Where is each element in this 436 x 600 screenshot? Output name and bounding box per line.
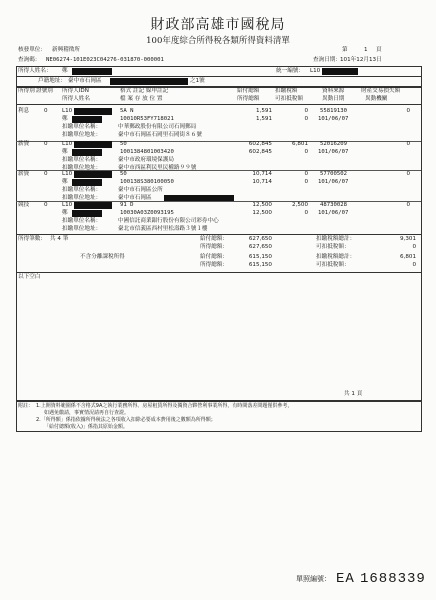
row-withheld: 2,500: [291, 202, 308, 208]
office-value: 新興稽徵所: [52, 47, 80, 53]
blank-line-text: 以下空白: [18, 274, 41, 280]
row-format: 50: [120, 141, 127, 147]
nontax-label: 不含分離課稅所得: [80, 254, 125, 260]
document-subtitle: 100年度綜合所得稅各類所得資料清單: [146, 36, 290, 46]
row-payer-addr: 臺中市西區利民里民權路９９號: [118, 165, 197, 171]
row-payer: 臺中市石岡區公所: [118, 187, 163, 193]
row-pay-total: 12,500: [252, 202, 272, 208]
summary-pay-total: 627,650: [248, 236, 272, 242]
serial-label: 單照編號：: [296, 575, 331, 583]
col-name: 所得人姓名: [62, 96, 90, 102]
summary-divider: [16, 234, 421, 235]
summary-credit-label: 可扣抵稅額：: [316, 244, 350, 250]
col-income-type: 所得別: [18, 88, 35, 94]
row-payer-addr: 臺中市石岡區石岡里石岡街８６號: [118, 132, 202, 138]
count-label: 所得筆數：: [18, 236, 46, 242]
row-type: 利息: [18, 108, 30, 114]
row-payer-label: 扣繳單位名稱：: [62, 218, 102, 224]
row-type: 薪資: [18, 171, 30, 177]
row-format: 50: [120, 171, 127, 177]
row-payer: 中國信託商業銀行股份有限公司彩券中心: [118, 218, 219, 224]
col-change-date: 異動日期: [322, 96, 345, 102]
summary-withheld-label: 扣繳稅額總計：: [316, 236, 356, 242]
note-1b: 如遇免繳請，事實情況請再自行查證。: [44, 410, 130, 416]
row-payer-label: 扣繳單位名稱：: [62, 124, 102, 130]
row-change-date: 101/06/07: [318, 179, 349, 185]
redaction-bar: [72, 210, 102, 217]
summary-credit-label-2: 可扣抵稅額：: [316, 262, 350, 268]
row-payer-addr-label: 扣繳單位地址：: [62, 132, 102, 138]
count-value: 共 4 筆: [50, 236, 69, 242]
row-loss: 0: [406, 171, 410, 177]
summary-withheld-total-2: 6,801: [399, 254, 416, 260]
summary-income-total-label-2: 所得總額：: [200, 262, 228, 268]
summary-pay-total-2: 615,150: [248, 254, 272, 260]
redaction-bar: [110, 78, 188, 85]
row-income-total: 10,714: [252, 179, 272, 185]
col-withheld: 扣繳稅額: [275, 88, 298, 94]
row-income-total: 602,845: [248, 149, 272, 155]
col-format: 格式 註記 媒申註記: [120, 88, 169, 94]
blank-divider: [16, 272, 421, 273]
row-credit: 0: [304, 149, 308, 155]
serial-prefix: EA: [336, 571, 355, 587]
address-value: 臺中市石岡區: [68, 78, 102, 84]
row-credit: 0: [304, 210, 308, 216]
row-format: 5A N: [120, 108, 134, 114]
redaction-bar: [74, 108, 112, 115]
row-idn: L10: [62, 202, 73, 208]
person-id-value: L10: [310, 68, 321, 74]
query-code-value: NE06274-101E023C04276-031870-000001: [46, 57, 164, 63]
document-title: 財政部高雄市國稅局: [150, 17, 286, 33]
row-payer: 中華郵政股份有限公司石岡郵局: [118, 124, 197, 130]
row-credit: 0: [304, 179, 308, 185]
notes-label: 附註：: [18, 403, 34, 409]
page-suffix: 頁: [376, 47, 382, 53]
summary-pay-total-label-2: 給付總額：: [200, 254, 228, 260]
row-payer-addr-label: 扣繳單位地址：: [62, 195, 102, 201]
summary-pay-total-label: 給付總額：: [200, 236, 228, 242]
page-label: 第: [342, 47, 348, 53]
col-file-location: 檔 案 存 放 位 置: [120, 96, 163, 102]
row-cert: 0: [44, 141, 48, 147]
note-2b: 「給付總額(收入)」係指其原始金額。: [44, 424, 128, 430]
row-change-date: 101/06/07: [318, 116, 349, 122]
redaction-bar: [74, 141, 112, 148]
col-change-agency: 異動機關: [365, 96, 388, 102]
row-change-date: 101/06/07: [318, 210, 349, 216]
redaction-bar: [74, 171, 112, 178]
row-payer: 臺中市政府環境保護局: [118, 157, 174, 163]
col-income-total: 所得總額: [237, 96, 260, 102]
redaction-bar: [72, 179, 102, 186]
summary-income-total-label: 所得總額：: [200, 244, 228, 250]
person-name-label: 所得人姓名：: [18, 68, 52, 74]
divider: [16, 76, 421, 77]
row-income-total: 1,591: [255, 116, 272, 122]
row-cert: 0: [44, 202, 48, 208]
note-2a: 2.「所得額」係指依據所得稅法之各項收入扣除必要成本費用後之數額為所得額；: [36, 417, 216, 423]
row-idn: L10: [62, 108, 73, 114]
row-source: 55819130: [320, 108, 347, 114]
row-income-total: 12,500: [252, 210, 272, 216]
redaction-bar: [72, 116, 102, 123]
row-source: 52016209: [320, 141, 347, 147]
row-payer-addr-label: 扣繳單位地址：: [62, 226, 102, 232]
row-type: 薪資: [18, 141, 30, 147]
note-1a: 1.上開資料範圍係不含格式9A之執行業務所得、房屋租賃所得及獨資合夥營利事業所得，有時間落差問題僅供參考，: [36, 403, 293, 409]
row-pay-total: 602,845: [248, 141, 272, 147]
summary-income-total: 627,650: [248, 244, 272, 250]
row-file-no: 1001384801003420: [120, 149, 174, 155]
row-cert: 0: [44, 171, 48, 177]
summary-credit-total-2: 0: [412, 262, 416, 268]
row-file-no: 10030A03Z0093195: [120, 210, 174, 216]
row-name: 鄭: [62, 149, 68, 155]
page-value: 1: [364, 47, 368, 53]
row-loss: 0: [406, 141, 410, 147]
query-date-label: 查詢日期：: [313, 57, 341, 63]
row-withheld: 0: [304, 171, 308, 177]
office-label: 核發單位：: [18, 47, 46, 53]
row-payer-label: 扣繳單位名稱：: [62, 157, 102, 163]
col-cert-type: 證號別: [36, 88, 53, 94]
summary-credit-total: 0: [412, 244, 416, 250]
row-withheld: 6,801: [291, 141, 308, 147]
row-idn: L10: [62, 141, 73, 147]
row-pay-total: 1,591: [255, 108, 272, 114]
row-pay-total: 10,714: [252, 171, 272, 177]
col-source: 資料來源: [322, 88, 345, 94]
row-file-no: 10010R53FY718021: [120, 116, 174, 122]
redaction-bar: [72, 149, 102, 156]
row-withheld: 0: [304, 108, 308, 114]
col-credit: 可扣抵稅額: [275, 96, 303, 102]
col-loss: 財產交易損失額: [361, 88, 401, 94]
row-name: 鄭: [62, 116, 68, 122]
header-divider: [16, 104, 421, 105]
row-loss: 0: [406, 108, 410, 114]
serial-number: 1688339: [360, 571, 426, 587]
row-source: 48730028: [320, 202, 347, 208]
row-file-no: 100138S380100050: [120, 179, 174, 185]
redaction-bar: [72, 68, 112, 75]
row-payer-addr-label: 扣繳單位地址：: [62, 165, 102, 171]
person-name-value: 鄭: [62, 68, 68, 74]
row-name: 鄭: [62, 179, 68, 185]
col-pay-total: 給付總額: [237, 88, 260, 94]
row-payer-addr: 臺中市石岡區: [118, 195, 152, 201]
row-payer-addr: 臺北市信義區西村里松壽路３號１樓: [118, 226, 208, 232]
row-change-date: 101/06/07: [318, 149, 349, 155]
summary-withheld-label-2: 扣繳稅額總計：: [316, 254, 356, 260]
row-cert: 0: [44, 108, 48, 114]
summary-withheld-total: 9,301: [399, 236, 416, 242]
summary-income-total-2: 615,150: [248, 262, 272, 268]
redaction-bar: [74, 202, 112, 209]
row-loss: 0: [406, 202, 410, 208]
row-type: 競技: [18, 202, 30, 208]
row-payer-label: 扣繳單位名稱：: [62, 187, 102, 193]
redaction-bar: [322, 68, 358, 75]
row-idn: L10: [62, 171, 73, 177]
row-credit: 0: [304, 116, 308, 122]
address-label: 戶籍地址：: [38, 78, 66, 84]
query-code-label: 查詢碼：: [18, 57, 41, 63]
row-format: 91 D: [120, 202, 134, 208]
address-suffix: 之1號: [190, 78, 205, 84]
query-date-value: 101年12月13日: [340, 57, 382, 63]
row-source: 57700502: [320, 171, 347, 177]
person-id-label: 統一編號：: [276, 68, 304, 74]
col-idn: 所得人IDN: [62, 88, 89, 94]
row-name: 鄭: [62, 210, 68, 216]
total-pages: 共 1 頁: [344, 391, 363, 397]
